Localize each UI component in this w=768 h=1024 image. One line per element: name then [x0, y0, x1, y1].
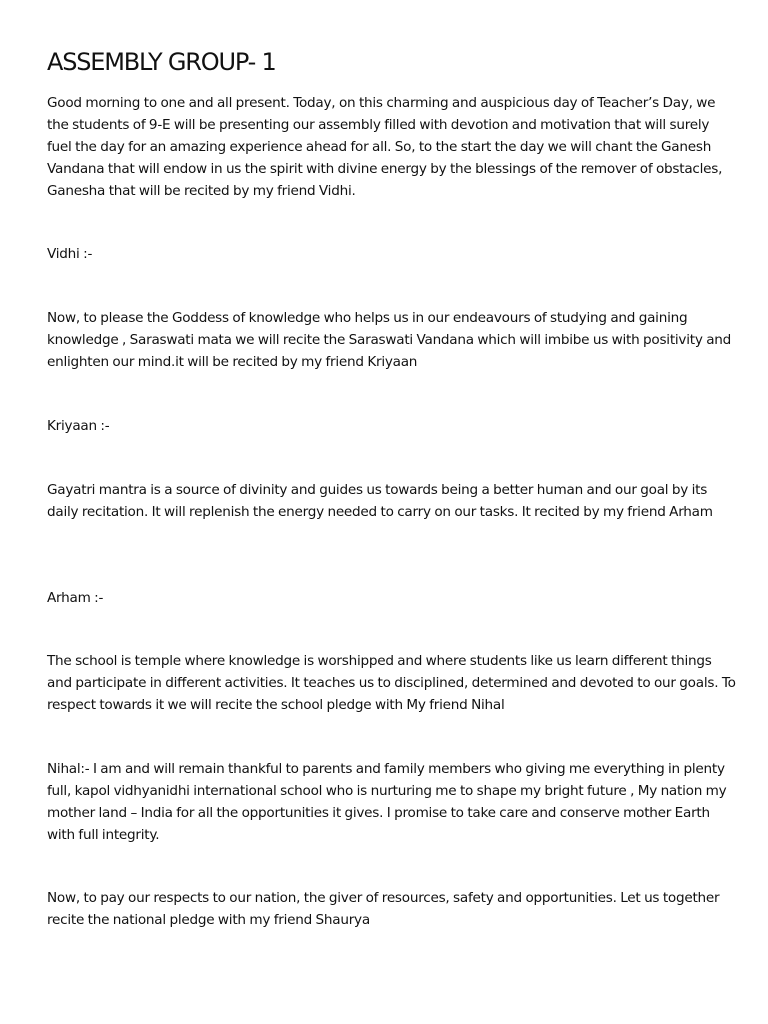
document-title: ASSEMBLY GROUP- 1: [47, 48, 276, 76]
paragraph-national-pledge: Now, to pay our respects to our nation, the giver of resources, safety and opportunities. Let us together recite the national pledge with my friend Shaurya: [47, 890, 720, 928]
paragraph-intro: Good morning to one and all present. Today, on this charming and auspicious day of Teacher’s Day, we the students of 9-E will be presenting our assembly filled with devotion and motivation that will surely fuel the day for an amazing experience ahead for all. So, to the start the day we will chant the Ganesh Vandana that will endow in us the spirit with divine energy by the blessings of the remover of obstacles, Ganesha that will be recited by my friend Vidhi.: [47, 95, 723, 199]
paragraph-nihal-pledge: Nihal:- I am and will remain thankful to parents and family members who giving me everything in plenty full, kapol vidhyanidhi international school who is nurturing me to shape my bright future , My nation my mother land – India for all the opportunities it gives. I promise to take care and conserve mother Earth with full integrity.: [47, 761, 727, 843]
paragraph-kriyaan-label: Kriyaan :-: [47, 418, 110, 434]
paragraph-school: The school is temple where knowledge is worshipped and where students like us learn different things and participate in different activities. It teaches us to disciplined, determined and devoted to our goals. To respect towards it we will recite the school pledge with My friend Nihal: [47, 653, 736, 713]
paragraph-arham-label: Arham :-: [47, 590, 104, 606]
paragraph-gayatri: Gayatri mantra is a source of divinity and guides us towards being a better human and our goal by its daily recitation. It will replenish the energy needed to carry on our tasks. It recited by my friend Arham: [47, 482, 713, 520]
paragraph-saraswati: Now, to please the Goddess of knowledge who helps us in our endeavours of studying and gaining knowledge , Saraswati mata we will recite the Saraswati Vandana which will imbibe us with positivity and enlighten our mind.it will be recited by my friend Kriyaan: [47, 310, 732, 370]
paragraph-vidhi-label: Vidhi :-: [47, 246, 93, 262]
